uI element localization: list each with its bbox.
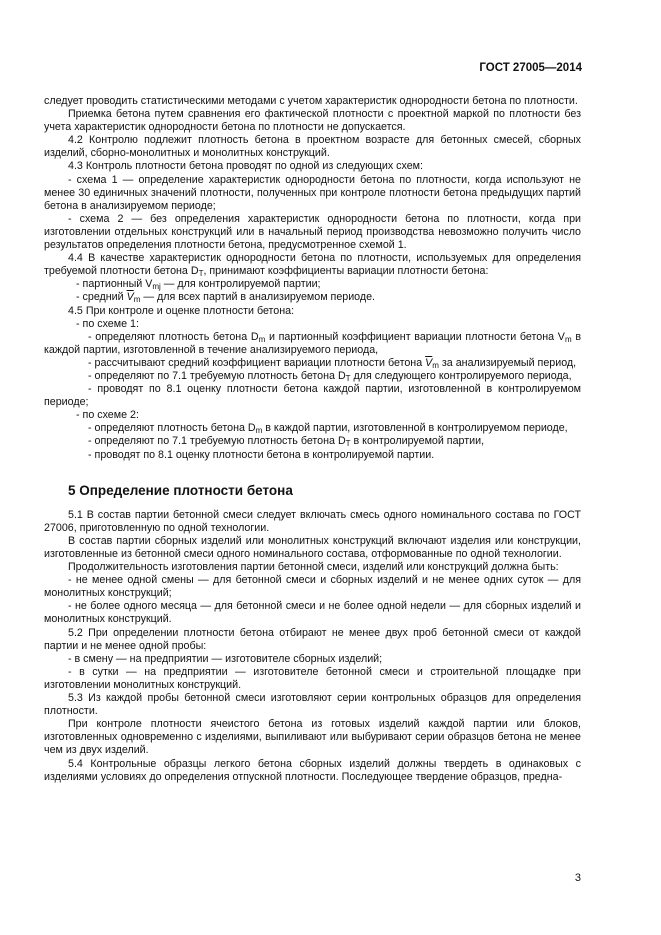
text: - определяют плотность бетона D: [88, 330, 259, 343]
paragraph: Приемка бетона путем сравнения его фактической плотности с проектной маркой по плотности без учета характеристик однородности бетона по плотности не допускается.: [44, 108, 581, 134]
list-item: - схема 1 — определение характеристик однородности бетона по плотности, когда используют не менее 30 единичных значений плотности, полученных при контроле плотности бетона предыдущих партий бетона в анализируемом периоде;: [44, 173, 581, 212]
text: - средний: [76, 291, 127, 304]
paragraph: 5.4 Контрольные образцы легкого бетона сборных изделий должны твердеть в одинаковых с изделиями условиях до определения отпускной плотности. Последующее твердение образцов, предна-: [44, 757, 581, 783]
list-item: [44, 291, 581, 304]
text: - определяют по 7.1 требуемую плотность бетона D: [88, 369, 346, 382]
paragraph: 5.3 Из каждой пробы бетонной смеси изготовляют серии контрольных образцов для определения плотности.: [44, 692, 581, 718]
list-item: - в смену — на предприятии — изготовителе сборных изделий;: [68, 652, 383, 665]
doc-header: ГОСТ 27005—2014: [479, 62, 582, 74]
text: - определяют плотность бетона D: [88, 422, 256, 435]
list-item: [44, 331, 581, 357]
text: в каждой партии, изготовленной в течение анализируемого периода,: [44, 330, 581, 356]
text: - определяют по 7.1 требуемую плотность бетона D: [88, 435, 346, 448]
subscript: Т: [345, 373, 351, 383]
list-item: - по схеме 2:: [76, 409, 139, 422]
list-item: - проводят по 8.1 оценку плотности бетона каждой партии, изготовленной в контролируемом периоде;: [44, 383, 581, 409]
text: для следующего контролируемого периода,: [350, 369, 572, 382]
text: за анализируемый период,: [438, 356, 577, 369]
paragraph: При контроле плотности ячеистого бетона из готовых изделий каждой партии или блоков, изготовленных одновременно с изделиями, выпиливают или выбуривают серии образцов бетона не менее чем из двух изделий.: [44, 718, 581, 757]
text: — для всех партий в анализируемом периоде.: [140, 291, 376, 304]
paragraph: [44, 252, 581, 278]
paragraph: 4.5 При контроле и оценке плотности бетона:: [68, 304, 295, 317]
list-item: - по схеме 1:: [76, 317, 139, 330]
list-item: - не менее одной смены — для бетонной смеси и сборных изделий и не менее одних суток — для монолитных конструкций;: [44, 574, 581, 600]
paragraph: 4.3 Контроль плотности бетона проводят по одной из следующих схем:: [68, 160, 424, 173]
paragraph: 5.1 В состав партии бетонной смеси следует включать смесь одного номинального состава по ГОСТ 27006, приготовленную по одной технологии.: [44, 508, 581, 534]
document-body: [44, 95, 581, 784]
paragraph: В состав партии сборных изделий или монолитных конструкций включают изделия или конструкции, изготовленные из бетонной смеси одного номинального состава, отформованные по одной технологии.: [44, 534, 581, 560]
section-heading: 5 Определение плотности бетона: [68, 482, 293, 498]
paragraph: следует проводить статистическими методами с учетом характеристик однородности бетона по плотности.: [44, 95, 578, 107]
text: - партионный V: [76, 278, 153, 291]
list-item: [44, 422, 581, 435]
text: - рассчитывают средний коэффициент вариации плотности бетона: [88, 356, 426, 369]
list-item: [44, 357, 581, 370]
list-item: - в сутки — на предприятии — изготовителе бетонной смеси и строительной площадке при изготовлении монолитных конструкций.: [44, 665, 581, 691]
text: в каждой партии, изготовленной в контролируемом периоде,: [262, 422, 568, 435]
list-item: [44, 370, 581, 383]
list-item: [44, 278, 581, 291]
text: в контролируемой партии,: [350, 435, 485, 448]
symbol: $\overline{V}$: [126, 291, 134, 304]
text: 4.4 В качестве характеристик однородности бетона по плотности, используемых для определения требуемой плотности бетона D: [44, 252, 581, 278]
subscript: m: [564, 334, 572, 344]
list-item: - не более одного месяца — для бетонной смеси и не более одной недели — для сборных изделий и монолитных конструкций.: [44, 600, 581, 626]
page-number: 3: [574, 872, 581, 884]
paragraph: Продолжительность изготовления партии бетонной смеси, изделий или конструкций должна быть:: [68, 561, 559, 574]
subscript: mj: [152, 282, 161, 292]
text: , принимают коэффициенты вариации плотности бетона:: [203, 265, 489, 278]
text: — для контролируемой партии;: [160, 278, 321, 291]
list-item: - схема 2 — без определения характеристик однородности бетона по плотности, когда при изготовлении отдельных конструкций или в начальный период производства невозможно получить число результатов определения плотности бетона, предусмотренное схемой 1.: [44, 212, 581, 252]
paragraph: 4.2 Контролю подлежит плотность бетона в проектном возрасте для бетонных смесей, сборных изделий, сборно-монолитных и монолитных конструкций.: [44, 134, 581, 160]
list-item: - проводят по 8.1 оценку плотности бетона в контролируемой партии.: [88, 448, 435, 461]
symbol: $\overline{V}$: [425, 356, 433, 369]
subscript: m: [133, 295, 141, 305]
subscript: m: [258, 334, 266, 344]
subscript: Т: [345, 439, 351, 449]
subscript: m: [432, 360, 439, 370]
paragraph: 5.2 При определении плотности бетона отбирают не менее двух проб бетонной смеси от каждой партии и не менее одной пробы:: [44, 626, 581, 652]
subscript: m: [255, 426, 263, 436]
list-item: [44, 435, 581, 448]
subscript: Т: [198, 269, 204, 279]
text: и партионный коэффициент вариации плотности бетона V: [265, 330, 565, 343]
